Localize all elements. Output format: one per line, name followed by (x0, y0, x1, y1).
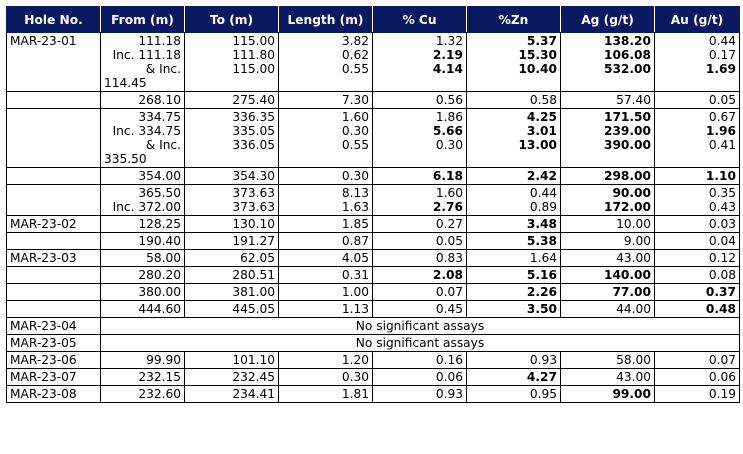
length-cell (279, 352, 373, 369)
zn-cell (467, 267, 561, 284)
from-cell (101, 109, 185, 168)
cell-value: 532.00 (603, 62, 651, 76)
cell-value: 1.00 (341, 285, 369, 299)
length-cell (279, 233, 373, 250)
cu-cell (373, 185, 467, 216)
ag-cell (561, 216, 655, 233)
zn-cell (467, 301, 561, 318)
cell-value: 232.45 (232, 370, 275, 384)
header-length: Length (m) (279, 7, 373, 33)
cell-value: 0.16 (435, 353, 463, 367)
cell-value: 0.06 (708, 370, 736, 384)
cell-value: 4.25 (526, 110, 557, 124)
hole-no-cell (7, 318, 101, 335)
ag-cell (561, 369, 655, 386)
zn-cell (467, 185, 561, 216)
au-cell (655, 109, 740, 168)
hole-no-cell (7, 92, 101, 109)
cell-value: 0.27 (435, 217, 463, 231)
ag-cell (561, 284, 655, 301)
cell-value: 354.00 (138, 169, 181, 183)
cell-value: 0.48 (705, 302, 736, 316)
cell-value: 115.00 (232, 34, 275, 48)
hole-no-cell (7, 216, 101, 233)
header-hole-no: Hole No. (7, 7, 101, 33)
cu-cell (373, 250, 467, 267)
cell-value: 138.20 (603, 34, 651, 48)
to-cell (185, 233, 279, 250)
cell-value: 1.20 (341, 353, 369, 367)
zn-cell (467, 250, 561, 267)
cell-value: 0.05 (708, 93, 736, 107)
from-cell (101, 301, 185, 318)
cu-cell (373, 386, 467, 403)
from-cell (101, 250, 185, 267)
cell-value: 0.07 (708, 353, 736, 367)
header-ag: Ag (g/t) (561, 7, 655, 33)
to-cell (185, 33, 279, 92)
cell-spacer (188, 76, 275, 90)
hole-no-text: MAR-23-04 (10, 319, 77, 333)
cell-value: 336.05 (232, 138, 275, 152)
zn-cell (467, 168, 561, 185)
cell-value: 0.31 (341, 268, 369, 282)
cell-value: 5.66 (432, 124, 463, 138)
length-cell (279, 301, 373, 318)
table-row (7, 250, 740, 267)
cell-value: 171.50 (603, 110, 651, 124)
to-cell (185, 216, 279, 233)
to-cell (185, 109, 279, 168)
cell-value: 10.00 (616, 217, 651, 231)
cell-value: 381.00 (232, 285, 275, 299)
hole-no-cell (7, 168, 101, 185)
length-cell (279, 386, 373, 403)
cell-value: 0.87 (341, 234, 369, 248)
au-cell (655, 250, 740, 267)
hole-no-text: MAR-23-01 (10, 34, 77, 48)
cell-spacer (564, 76, 651, 90)
cell-value: 0.44 (529, 186, 557, 200)
hole-no-cell (7, 301, 101, 318)
from-cell (101, 386, 185, 403)
header-row (7, 7, 740, 33)
hole-no-text: MAR-23-07 (10, 370, 77, 384)
ag-cell (561, 386, 655, 403)
header-to: To (m) (185, 7, 279, 33)
table-body (7, 33, 740, 403)
cell-value: 0.58 (529, 93, 557, 107)
cell-value: 390.00 (603, 138, 651, 152)
cu-cell (373, 352, 467, 369)
cell-value: 380.00 (138, 285, 181, 299)
au-cell (655, 92, 740, 109)
cell-value: 1.86 (435, 110, 463, 124)
header-from: From (m) (101, 7, 185, 33)
cell-value: 5.38 (526, 234, 557, 248)
cell-value: 0.62 (341, 48, 369, 62)
cell-value: 3.50 (526, 302, 557, 316)
au-cell (655, 168, 740, 185)
to-cell (185, 267, 279, 284)
cell-value: 3.48 (526, 217, 557, 231)
cell-value: 8.13 (341, 186, 369, 200)
cell-value: 373.63 (232, 186, 275, 200)
cell-value: 2.76 (432, 200, 463, 214)
hole-no-cell (7, 352, 101, 369)
cell-spacer (282, 76, 369, 90)
ag-cell (561, 33, 655, 92)
cu-cell (373, 267, 467, 284)
cell-spacer (188, 152, 275, 166)
cell-value: 5.37 (526, 34, 557, 48)
cell-value: 191.27 (232, 234, 275, 248)
cell-spacer (470, 152, 557, 166)
au-cell (655, 33, 740, 92)
cell-value: 90.00 (612, 186, 651, 200)
from-cell (101, 284, 185, 301)
cell-value: 2.08 (432, 268, 463, 282)
hole-no-cell (7, 267, 101, 284)
cell-value: 0.19 (708, 387, 736, 401)
cell-value-wrap: 335.50 (104, 152, 147, 166)
cell-value: 57.40 (616, 93, 651, 107)
header-zn: %Zn (467, 7, 561, 33)
cell-value: 275.40 (232, 93, 275, 107)
cell-value: 7.30 (341, 93, 369, 107)
length-cell (279, 250, 373, 267)
zn-cell (467, 109, 561, 168)
to-cell (185, 352, 279, 369)
cell-value: 0.30 (341, 169, 369, 183)
cell-value: 0.07 (435, 285, 463, 299)
hole-no-text: MAR-23-02 (10, 217, 77, 231)
au-cell (655, 386, 740, 403)
cell-value: 15.30 (518, 48, 557, 62)
cell-value: Inc. 372.00 (112, 200, 181, 214)
cell-value: 0.95 (529, 387, 557, 401)
hole-no-text: MAR-23-06 (10, 353, 77, 367)
ag-cell (561, 185, 655, 216)
cell-value: 5.16 (526, 268, 557, 282)
cell-value: 1.32 (435, 34, 463, 48)
zn-cell (467, 386, 561, 403)
cell-value: 0.03 (708, 217, 736, 231)
cell-value: 1.13 (341, 302, 369, 316)
zn-cell (467, 216, 561, 233)
cell-value: 0.37 (705, 285, 736, 299)
assay-results-table (6, 6, 740, 403)
hole-no-cell (7, 233, 101, 250)
table-row (7, 267, 740, 284)
cu-cell (373, 109, 467, 168)
header-au: Au (g/t) (655, 7, 740, 33)
table-row (7, 109, 740, 168)
cell-value: 268.10 (138, 93, 181, 107)
cell-value-wrap: 114.45 (104, 76, 147, 90)
to-cell (185, 369, 279, 386)
cell-value: 0.55 (341, 62, 369, 76)
cell-value: 0.83 (435, 251, 463, 265)
cell-value: 239.00 (603, 124, 651, 138)
length-cell (279, 185, 373, 216)
cell-value: 0.45 (435, 302, 463, 316)
table-row (7, 92, 740, 109)
cell-value: 13.00 (518, 138, 557, 152)
from-cell (101, 92, 185, 109)
table-row (7, 33, 740, 92)
cu-cell (373, 168, 467, 185)
cell-value: 0.04 (708, 234, 736, 248)
zn-cell (467, 233, 561, 250)
cell-value: 128.25 (138, 217, 181, 231)
to-cell (185, 168, 279, 185)
cell-value: 280.20 (138, 268, 181, 282)
to-cell (185, 386, 279, 403)
cell-value: 43.00 (616, 370, 651, 384)
cell-value: 1.10 (705, 169, 736, 183)
cell-value: 335.05 (232, 124, 275, 138)
cell-value: 99.00 (612, 387, 651, 401)
hole-no-cell (7, 185, 101, 216)
cell-value: 43.00 (616, 251, 651, 265)
hole-no-text: MAR-23-03 (10, 251, 77, 265)
cell-value: 2.42 (526, 169, 557, 183)
cell-value: 334.75 (138, 110, 181, 124)
length-cell (279, 33, 373, 92)
ag-cell (561, 267, 655, 284)
cell-value: 9.00 (623, 234, 651, 248)
cell-value: & Inc. (145, 138, 181, 152)
cell-value: 0.08 (708, 268, 736, 282)
cell-value: 0.30 (435, 138, 463, 152)
au-cell (655, 216, 740, 233)
ag-cell (561, 233, 655, 250)
cell-value: 172.00 (603, 200, 651, 214)
cu-cell (373, 233, 467, 250)
cell-value: 111.18 (138, 34, 181, 48)
cell-value: 232.15 (138, 370, 181, 384)
cell-value: 101.10 (232, 353, 275, 367)
to-cell (185, 250, 279, 267)
cell-value: 106.08 (603, 48, 651, 62)
cell-value: 44.00 (616, 302, 651, 316)
cell-value: 0.35 (708, 186, 736, 200)
table-row (7, 335, 740, 352)
cell-value: 4.05 (341, 251, 369, 265)
cell-value: 0.12 (708, 251, 736, 265)
cell-spacer (564, 152, 651, 166)
length-cell (279, 267, 373, 284)
zn-cell (467, 33, 561, 92)
hole-no-cell (7, 335, 101, 352)
from-cell (101, 185, 185, 216)
cell-value: 1.96 (705, 124, 736, 138)
cell-value: 0.93 (529, 353, 557, 367)
table-row (7, 185, 740, 216)
zn-cell (467, 284, 561, 301)
table-row (7, 369, 740, 386)
cell-value: 232.60 (138, 387, 181, 401)
cell-value: 0.67 (708, 110, 736, 124)
cell-value: 0.30 (341, 124, 369, 138)
cell-spacer (658, 152, 736, 166)
table-row (7, 233, 740, 250)
to-cell (185, 284, 279, 301)
hole-no-cell (7, 33, 101, 92)
cell-value: 4.27 (526, 370, 557, 384)
cell-value: 234.41 (232, 387, 275, 401)
from-cell (101, 33, 185, 92)
cell-value: 0.56 (435, 93, 463, 107)
cell-value: 336.35 (232, 110, 275, 124)
table-row (7, 216, 740, 233)
hole-no-cell (7, 369, 101, 386)
cell-spacer (658, 76, 736, 90)
cell-value: Inc. 334.75 (112, 124, 181, 138)
ag-cell (561, 92, 655, 109)
hole-no-text: MAR-23-08 (10, 387, 77, 401)
cu-cell (373, 369, 467, 386)
hole-no-cell (7, 109, 101, 168)
to-cell (185, 185, 279, 216)
from-cell (101, 233, 185, 250)
cu-cell (373, 216, 467, 233)
cell-value: 111.80 (232, 48, 275, 62)
ag-cell (561, 168, 655, 185)
au-cell (655, 233, 740, 250)
hole-no-cell (7, 250, 101, 267)
cell-value: 0.30 (341, 370, 369, 384)
cell-value: 3.01 (526, 124, 557, 138)
cell-value: 1.69 (705, 62, 736, 76)
cell-value: 0.17 (708, 48, 736, 62)
zn-cell (467, 369, 561, 386)
au-cell (655, 185, 740, 216)
cell-value: 1.63 (341, 200, 369, 214)
cell-value: 0.05 (435, 234, 463, 248)
cell-value: 99.90 (146, 353, 181, 367)
cell-value: 0.93 (435, 387, 463, 401)
cu-cell (373, 33, 467, 92)
ag-cell (561, 250, 655, 267)
ag-cell (561, 301, 655, 318)
cell-value: 1.60 (341, 110, 369, 124)
cell-value: 444.60 (138, 302, 181, 316)
cell-spacer (376, 76, 463, 90)
hole-no-text: MAR-23-05 (10, 336, 77, 350)
cell-value: 354.30 (232, 169, 275, 183)
from-cell (101, 352, 185, 369)
cu-cell (373, 301, 467, 318)
cell-value: 2.19 (432, 48, 463, 62)
cell-value: 10.40 (518, 62, 557, 76)
cell-value: 0.41 (708, 138, 736, 152)
cell-value: 58.00 (146, 251, 181, 265)
length-cell (279, 168, 373, 185)
cell-value: 77.00 (612, 285, 651, 299)
from-cell (101, 267, 185, 284)
zn-cell (467, 92, 561, 109)
length-cell (279, 284, 373, 301)
cell-value: 58.00 (616, 353, 651, 367)
cell-value: 0.06 (435, 370, 463, 384)
cell-value: 6.18 (432, 169, 463, 183)
table-row (7, 301, 740, 318)
to-cell (185, 301, 279, 318)
cell-value: 1.85 (341, 217, 369, 231)
cell-value: 365.50 (138, 186, 181, 200)
header-cu: % Cu (373, 7, 467, 33)
table-row (7, 352, 740, 369)
ag-cell (561, 109, 655, 168)
cell-value: 190.40 (138, 234, 181, 248)
cell-value: 1.60 (435, 186, 463, 200)
cell-spacer (376, 152, 463, 166)
cell-value: 2.26 (526, 285, 557, 299)
cell-value: 445.05 (232, 302, 275, 316)
table-row (7, 386, 740, 403)
cell-value: 1.81 (341, 387, 369, 401)
cell-value: 130.10 (232, 217, 275, 231)
cell-value: 0.43 (708, 200, 736, 214)
length-cell (279, 369, 373, 386)
cu-cell (373, 284, 467, 301)
cu-cell (373, 92, 467, 109)
length-cell (279, 109, 373, 168)
cell-value: 1.64 (529, 251, 557, 265)
cell-value: & Inc. (145, 62, 181, 76)
cell-value: 0.89 (529, 200, 557, 214)
cell-value: 0.44 (708, 34, 736, 48)
hole-no-cell (7, 284, 101, 301)
length-cell (279, 92, 373, 109)
table-row (7, 284, 740, 301)
no-assays-note: No significant assays (101, 318, 740, 335)
cell-value: 3.82 (341, 34, 369, 48)
from-cell (101, 168, 185, 185)
cell-value: 62.05 (240, 251, 275, 265)
from-cell (101, 216, 185, 233)
assay-table-container (6, 6, 740, 403)
cell-value: 0.55 (341, 138, 369, 152)
au-cell (655, 284, 740, 301)
to-cell (185, 92, 279, 109)
cell-value: Inc. 111.18 (112, 48, 181, 62)
from-cell (101, 369, 185, 386)
cell-value: 373.63 (232, 200, 275, 214)
length-cell (279, 216, 373, 233)
cell-value: 280.51 (232, 268, 275, 282)
au-cell (655, 267, 740, 284)
hole-no-cell (7, 386, 101, 403)
ag-cell (561, 352, 655, 369)
zn-cell (467, 352, 561, 369)
table-row (7, 168, 740, 185)
cell-value: 140.00 (603, 268, 651, 282)
au-cell (655, 369, 740, 386)
cell-value: 4.14 (432, 62, 463, 76)
cell-value: 115.00 (232, 62, 275, 76)
cell-spacer (470, 76, 557, 90)
no-assays-note: No significant assays (101, 335, 740, 352)
cell-value: 298.00 (603, 169, 651, 183)
au-cell (655, 301, 740, 318)
cell-spacer (282, 152, 369, 166)
au-cell (655, 352, 740, 369)
table-row (7, 318, 740, 335)
